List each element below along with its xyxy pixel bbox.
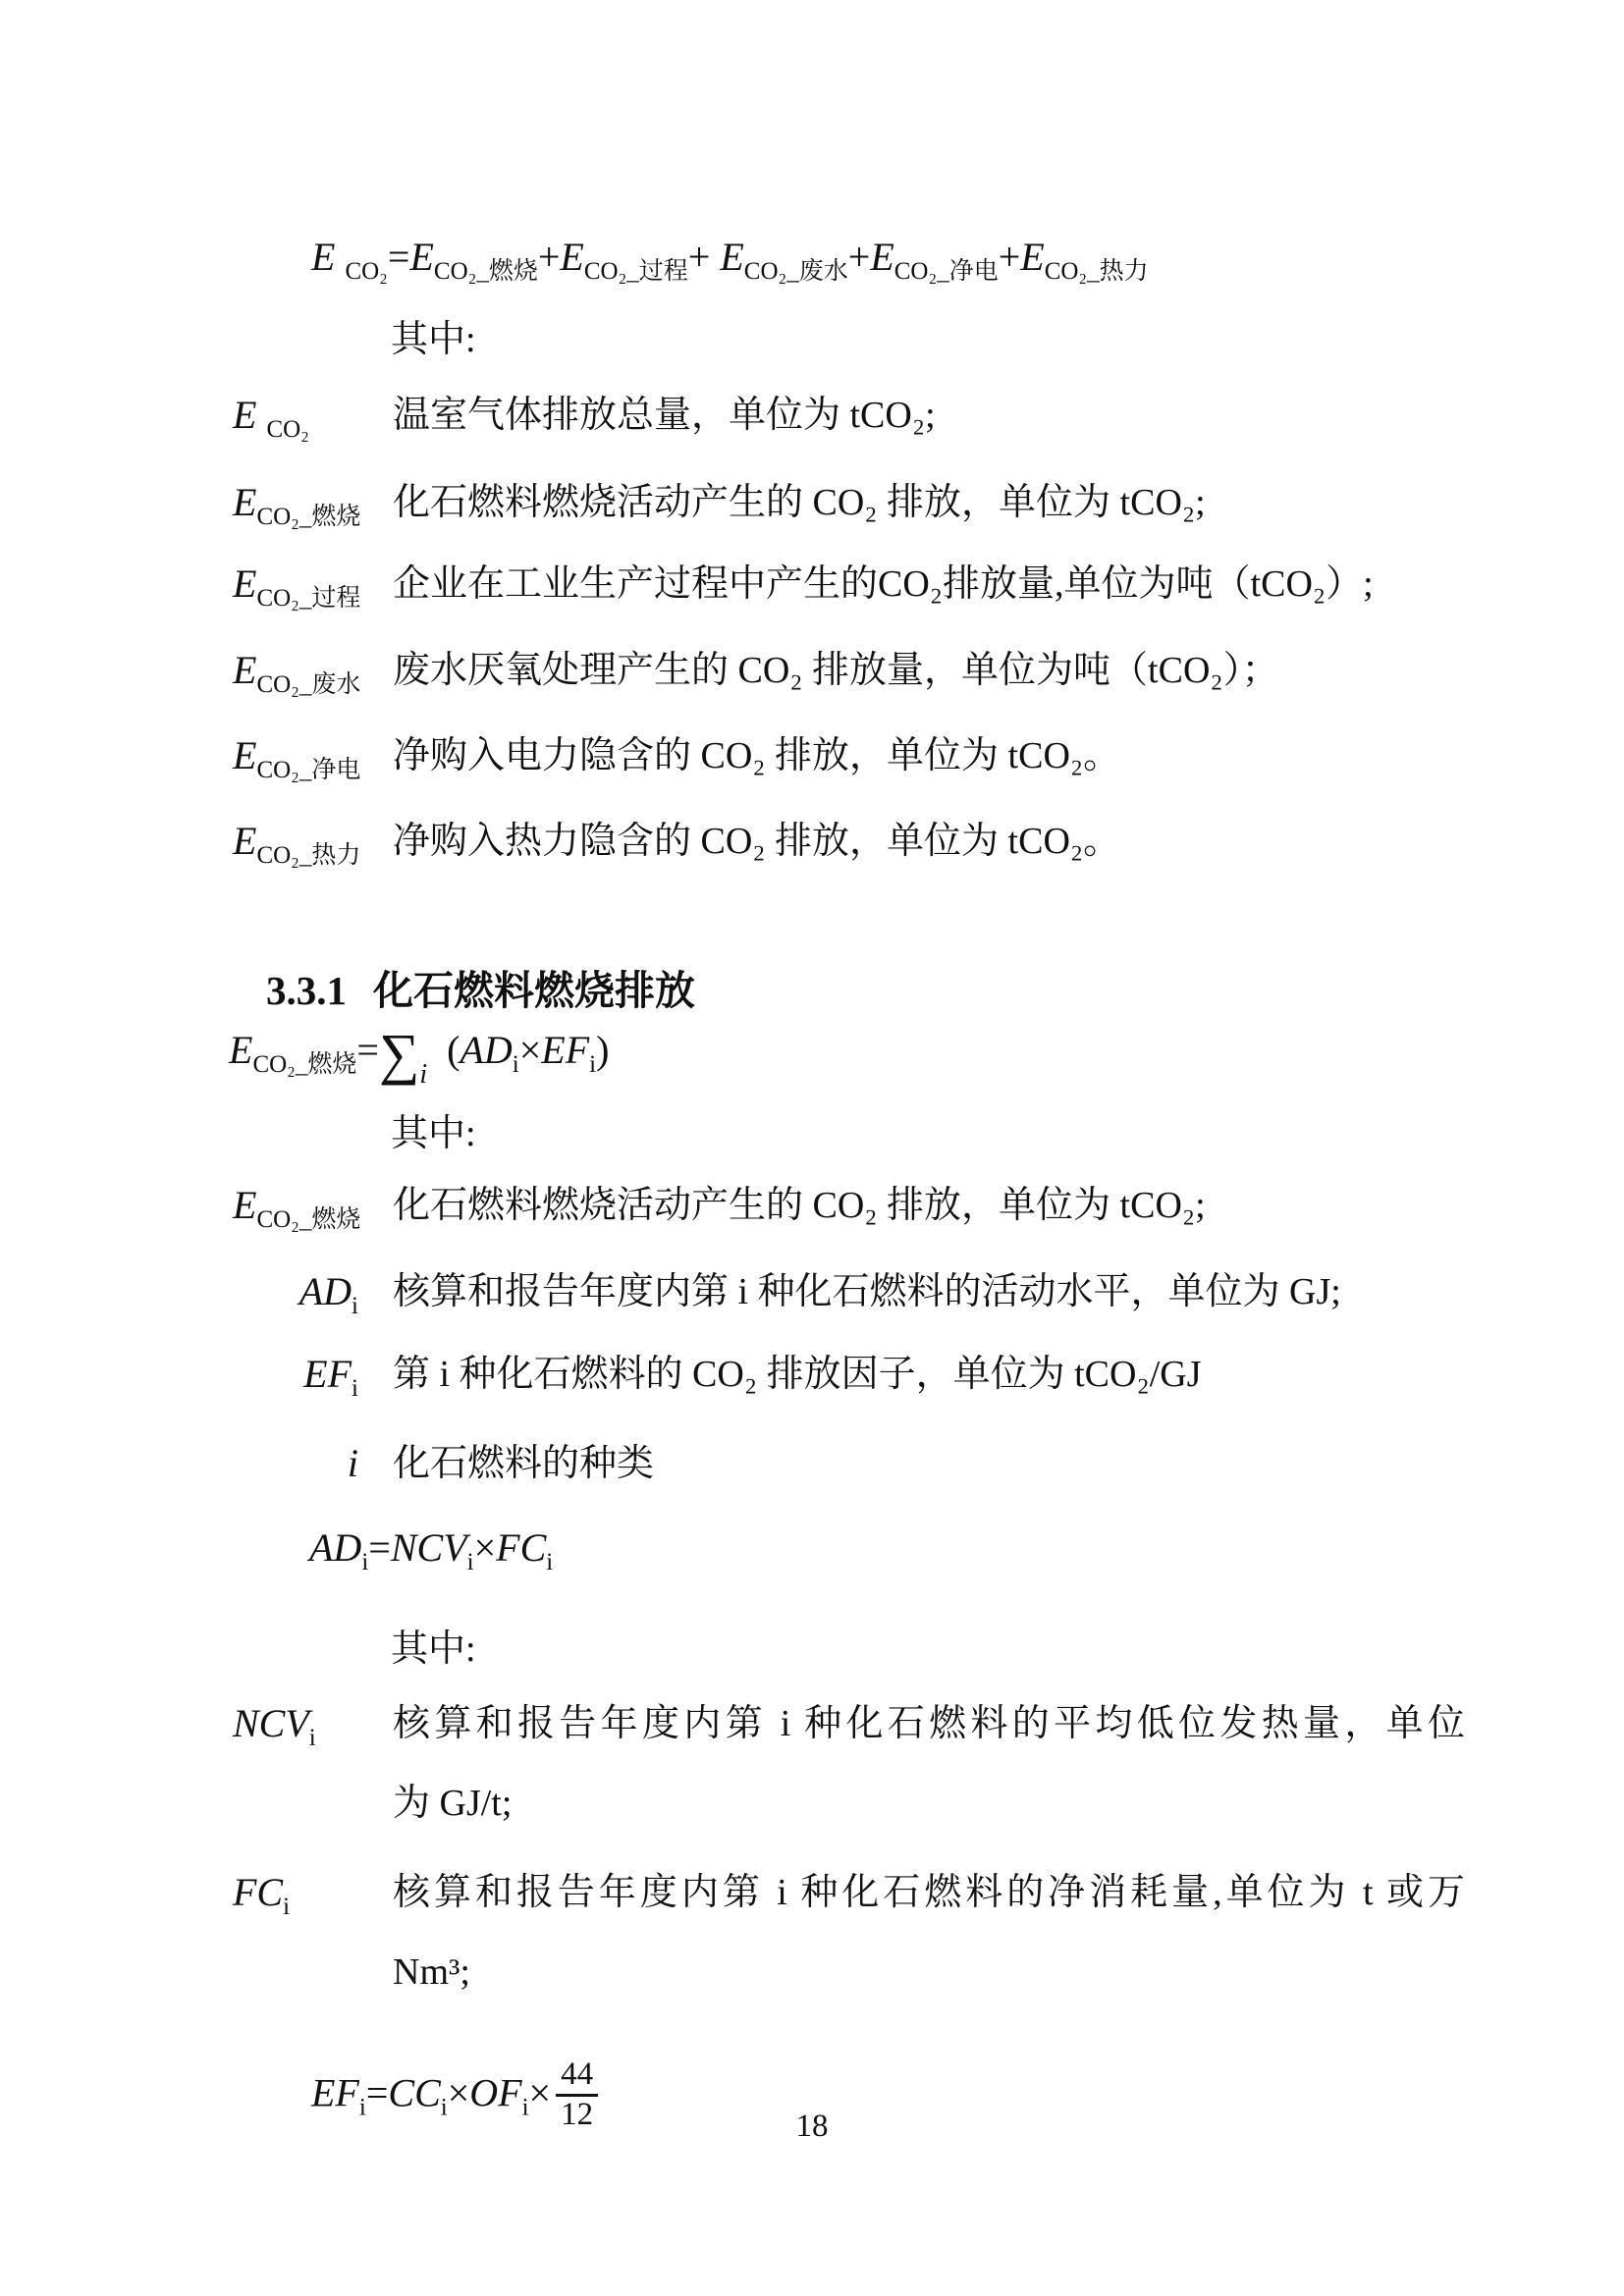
formula-activity-data: $AD_i=NCV_i\times FC_i$ [309,1525,554,1575]
definition-term: $AD_i$ [298,1269,358,1319]
where-label-2: 其中: [391,1113,476,1154]
formula-emission-factor: $EF_i=CC_i\times OF_i\times$ $\frac{44}{12}$ [311,2059,598,2134]
definition-desc-line: 核算和报告年度内第 i 种化石燃料的平均低位发热量，单位 [393,1703,1465,1744]
definition-desc: 核算和报告年度内第 i 种化石燃料的活动水平，单位为 GJ; [393,1271,1341,1312]
definition-term: $FC_i$ [233,1870,291,1920]
definition-term: $E_{CO_2\_热力}$ [233,819,361,869]
definition-row [0,818,1624,869]
definition-desc: 企业在工业生产过程中产生的CO₂排放量,单位为吨（tCO₂）; [393,563,1374,605]
page-number: 18 [795,2109,829,2144]
definition-term: $E_{CO_2\_燃烧}$ [233,1183,361,1233]
definition-row [0,732,1624,783]
definition-row [0,647,1624,698]
definition-term: i [347,1441,358,1485]
definition-row [0,1440,1624,1487]
definition-term: $E_{CO_2\_废水}$ [233,648,361,698]
where-label-1: 其中: [391,319,476,360]
section-number: 3.3.1 [266,968,347,1013]
definition-term: $E_{CO_2\_过程}$ [233,561,361,612]
definition-desc: 净购入电力隐含的 CO₂ 排放，单位为 tCO₂。 [393,735,1121,776]
definition-row [0,1853,1624,2014]
definition-row [0,1182,1624,1233]
definition-desc [393,1684,1465,1843]
definition-row [0,479,1624,530]
where-label-3: 其中: [391,1629,476,1670]
definition-row [0,561,1624,612]
definition-desc: 温室气体排放总量，单位为 tCO₂; [393,395,936,436]
definition-desc-line: 为 GJ/t; [393,1783,513,1824]
definition-row [0,1684,1624,1845]
definition-desc: 化石燃料燃烧活动产生的 CO₂ 排放，单位为 tCO₂; [393,482,1206,523]
definition-term: $E_{CO_2\_净电}$ [233,733,361,783]
definition-term: $NCV_i$ [233,1701,316,1751]
definition-row [0,1268,1624,1319]
definition-desc: 废水厌氧处理产生的 CO₂ 排放量，单位为吨（tCO₂）； [393,650,1279,691]
formula-combustion: $E_{CO_2\_燃烧}=\sum_i$ $(AD_i\times EF_i)$ [229,1022,610,1090]
definition-desc: 化石燃料的种类 [393,1443,655,1484]
definition-desc: 第 i 种化石燃料的 CO₂ 排放因子，单位为 tCO₂/GJ [393,1354,1202,1395]
definition-term: $E_{CO_2\_燃烧}$ [233,480,361,530]
definition-row [0,392,1624,443]
definition-term: $EF_i$ [303,1352,358,1402]
definition-desc-line: Nm³; [393,1951,470,1993]
definition-term: E $_{CO_2}$ [233,393,309,443]
formula-total-emissions: E $_{CO_2}=E_{CO_2\_燃烧}+E_{CO_2\_过程}+ E_{CO_2\_废水}+E_{CO_2\_净电}+E_{CO_2\_热力}$ [311,235,1149,285]
definition-desc: 化石燃料燃烧活动产生的 CO₂ 排放，单位为 tCO₂; [393,1185,1206,1226]
section-title: 化石燃料燃烧排放 [373,968,695,1013]
definition-desc [393,1853,1465,2012]
definition-desc-line: 核算和报告年度内第 i 种化石燃料的净消耗量,单位为 t 或万 [393,1872,1465,1913]
definition-row [0,1351,1624,1402]
definition-desc: 净购入热力隐含的 CO₂ 排放，单位为 tCO₂。 [393,821,1121,862]
